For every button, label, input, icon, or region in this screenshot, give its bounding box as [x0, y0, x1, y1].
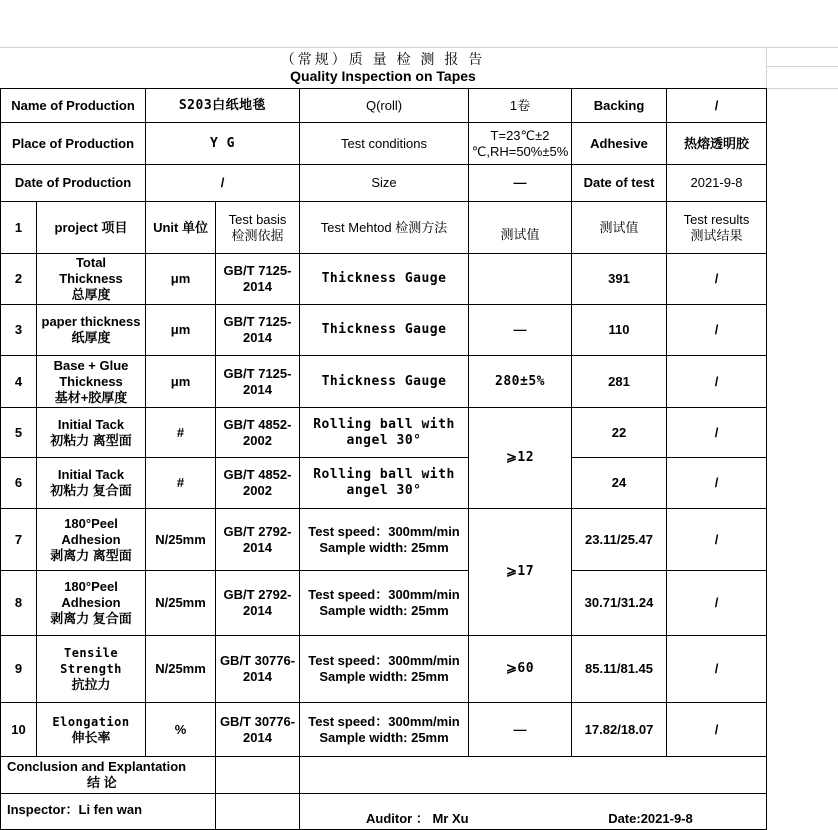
header-method: Test Mehtod 检测方法 — [300, 202, 469, 254]
row-number: 4 — [1, 356, 37, 408]
row-result[interactable]: / — [667, 408, 767, 458]
row-basis — [216, 356, 300, 408]
adhesive-value[interactable]: 热熔透明胶 — [667, 123, 767, 165]
row-basis — [216, 703, 300, 757]
report-date-text: Date:2021-9-8 — [608, 811, 693, 826]
basis-line: 2014 — [243, 539, 272, 555]
project-line: Elongation — [52, 714, 130, 729]
header-unit: Unit 单位 — [146, 202, 216, 254]
basis-line: GB/T 2792- — [223, 523, 292, 539]
method-line: Sample width: 25mm — [319, 539, 449, 555]
row-result[interactable]: / — [667, 254, 767, 305]
row-result[interactable]: / — [667, 509, 767, 571]
method-line: Thickness Gauge — [321, 322, 447, 337]
project-line: 180°Peel — [64, 579, 118, 594]
row-standard-elongation[interactable]: — — [469, 703, 572, 757]
name-label: Name of Production — [1, 89, 146, 123]
row-measured[interactable]: 391 — [572, 254, 667, 305]
size-label: Size — [300, 165, 469, 202]
row-result[interactable]: / — [667, 356, 767, 408]
conclusion-value[interactable] — [300, 757, 767, 794]
conditions-value[interactable] — [469, 123, 572, 165]
row-basis — [216, 254, 300, 305]
report-title — [0, 47, 766, 87]
header-basis — [216, 202, 300, 254]
method-line: Thickness Gauge — [321, 271, 447, 286]
row-basis — [216, 571, 300, 636]
row-number: 2 — [1, 254, 37, 305]
backing-label: Backing — [572, 89, 667, 123]
row-project — [37, 356, 146, 408]
table-row — [1, 571, 767, 636]
row-project — [37, 509, 146, 571]
project-line: 180°Peel — [64, 515, 118, 531]
row-unit: μm — [146, 305, 216, 356]
table-row — [1, 636, 767, 703]
row-project — [37, 458, 146, 509]
header-basis-line-1: Test basis — [228, 211, 287, 227]
place-label: Place of Production — [1, 123, 146, 165]
row-unit: N/25mm — [146, 636, 216, 703]
project-line: Initial Tack — [57, 416, 125, 432]
project-line: 伸长率 — [71, 729, 111, 745]
conclusion-row — [1, 757, 767, 794]
name-value[interactable]: S203白纸地毯 — [146, 89, 300, 123]
row-method — [300, 571, 469, 636]
row-method — [300, 356, 469, 408]
row-method — [300, 509, 469, 571]
row-number: 3 — [1, 305, 37, 356]
project-line: Total — [75, 255, 107, 270]
row-project — [37, 636, 146, 703]
basis-line: GB/T 2792- — [223, 587, 292, 602]
row-measured[interactable]: 85.11/81.45 — [572, 636, 667, 703]
row-unit: # — [146, 458, 216, 509]
row-unit: μm — [146, 356, 216, 408]
row-result[interactable]: / — [667, 703, 767, 757]
row-project — [37, 305, 146, 356]
project-line: Thickness — [59, 373, 123, 389]
date-label: Date of Production — [1, 165, 146, 202]
size-value[interactable]: — — [469, 165, 572, 202]
method-line: Rolling ball with — [313, 416, 455, 432]
method-line: Sample width: 25mm — [319, 729, 449, 745]
row-method — [300, 305, 469, 356]
row-project — [37, 408, 146, 458]
basis-line: 2014 — [243, 729, 272, 745]
info-row-date — [1, 165, 767, 202]
row-result[interactable]: / — [667, 458, 767, 509]
row-number: 6 — [1, 458, 37, 509]
row-basis — [216, 509, 300, 571]
row-project — [37, 254, 146, 305]
row-method — [300, 458, 469, 509]
adhesive-label: Adhesive — [572, 123, 667, 165]
table-row — [1, 458, 767, 509]
basis-line: GB/T 7125- — [223, 314, 292, 329]
row-measured[interactable]: 110 — [572, 305, 667, 356]
row-number: 9 — [1, 636, 37, 703]
signature-spacer — [216, 794, 300, 830]
title-chinese: （常规）质 量 检 测 报 告 — [280, 51, 486, 67]
row-number: 5 — [1, 408, 37, 458]
project-line: 剥离力 离型面 — [50, 547, 132, 563]
header-basis-line-2: 检测依据 — [231, 227, 284, 243]
backing-value[interactable]: / — [667, 89, 767, 123]
method-line: Test speed：300mm/min — [308, 523, 460, 539]
basis-line: GB/T 4852- — [223, 416, 292, 432]
header-result — [667, 202, 767, 254]
row-standard[interactable]: 280±5% — [469, 356, 572, 408]
method-line: Sample width: 25mm — [319, 669, 449, 684]
row-measured[interactable]: 22 — [572, 408, 667, 458]
inspection-table — [0, 88, 767, 830]
column-header-row — [1, 202, 767, 254]
conclusion-label — [1, 757, 216, 794]
project-line: Adhesion — [61, 595, 121, 610]
project-line: 纸厚度 — [71, 330, 111, 345]
table-row — [1, 254, 767, 305]
basis-line: GB/T 7125- — [223, 365, 292, 381]
project-line: Strength — [60, 662, 122, 676]
date-value[interactable]: / — [146, 165, 300, 202]
row-unit: μm — [146, 254, 216, 305]
row-result[interactable]: / — [667, 571, 767, 636]
basis-line: 2002 — [243, 432, 272, 448]
project-line: Initial Tack — [57, 467, 125, 482]
header-standard-text: 测试值 — [500, 227, 540, 242]
project-line: 初粘力 复合面 — [50, 483, 132, 498]
method-line: angel 30° — [346, 432, 422, 448]
row-number: 8 — [1, 571, 37, 636]
row-measured[interactable]: 24 — [572, 458, 667, 509]
conditions-line-2: ℃,RH=50%±5% — [471, 143, 569, 159]
table-row — [1, 356, 767, 408]
method-line: Sample width: 25mm — [319, 603, 449, 618]
basis-line: GB/T 7125- — [223, 263, 292, 278]
method-line: Test speed：300mm/min — [308, 653, 460, 668]
inspector-cell — [1, 794, 216, 830]
project-line: 初粘力 离型面 — [50, 432, 132, 448]
basis-line: GB/T 4852- — [223, 467, 292, 482]
test-date-label: Date of test — [572, 165, 667, 202]
project-line: paper thickness — [41, 314, 141, 329]
table-row — [1, 408, 767, 458]
row-basis — [216, 636, 300, 703]
auditor-date-cell — [300, 794, 767, 830]
test-date-value[interactable]: 2021-9-8 — [667, 165, 767, 202]
basis-line: 2014 — [243, 669, 272, 684]
signature-row — [1, 794, 767, 830]
table-row — [1, 305, 767, 356]
project-line: 总厚度 — [71, 287, 111, 302]
auditor-text: Auditor ： Mr Xu — [366, 811, 469, 826]
conclusion-spacer — [216, 757, 300, 794]
row-unit: N/25mm — [146, 571, 216, 636]
basis-line: 2014 — [243, 330, 272, 345]
conclusion-label-cn: 结 论 — [87, 775, 117, 790]
row-standard-tensile[interactable]: ⩾60 — [469, 636, 572, 703]
conclusion-label-en: Conclusion and Explantation — [7, 759, 187, 774]
project-line: 抗拉力 — [71, 677, 111, 692]
method-line: Test speed：300mm/min — [308, 587, 460, 602]
table-row — [1, 703, 767, 757]
project-line: Adhesion — [61, 531, 121, 547]
project-line: Base + Glue — [53, 357, 129, 373]
row-measured[interactable]: 281 — [572, 356, 667, 408]
row-unit: N/25mm — [146, 509, 216, 571]
title-english: Quality Inspection on Tapes — [290, 68, 476, 84]
header-result-line-2: 测试结果 — [690, 227, 743, 243]
row-method — [300, 636, 469, 703]
row-method — [300, 408, 469, 458]
row-unit: # — [146, 408, 216, 458]
basis-line: 2014 — [243, 381, 272, 397]
row-result[interactable]: / — [667, 636, 767, 703]
conditions-label: Test conditions — [300, 123, 469, 165]
method-line: angel 30° — [346, 483, 422, 498]
header-no: 1 — [1, 202, 37, 254]
project-line: Thickness — [59, 271, 123, 286]
conditions-line-1: T=23℃±2 — [490, 127, 550, 143]
row-measured[interactable]: 17.82/18.07 — [572, 703, 667, 757]
project-line: Tensile — [63, 646, 119, 660]
project-line: 基材+胶厚度 — [54, 389, 128, 405]
header-result-line-1: Test results — [683, 211, 750, 227]
table-row — [1, 509, 767, 571]
place-value[interactable]: Y G — [146, 123, 300, 165]
row-basis — [216, 458, 300, 509]
row-project — [37, 571, 146, 636]
row-standard[interactable]: — — [469, 305, 572, 356]
q-value[interactable]: 1卷 — [469, 89, 572, 123]
info-row-name — [1, 89, 767, 123]
row-number: 10 — [1, 703, 37, 757]
row-measured[interactable]: 30.71/31.24 — [572, 571, 667, 636]
row-basis — [216, 305, 300, 356]
q-label: Q(roll) — [300, 89, 469, 123]
row-measured[interactable]: 23.11/25.47 — [572, 509, 667, 571]
row-project — [37, 703, 146, 757]
row-method — [300, 703, 469, 757]
row-standard-tack[interactable]: ⩾12 — [469, 408, 572, 509]
basis-line: 2014 — [243, 603, 272, 618]
basis-line: 2002 — [243, 483, 272, 498]
method-line: Thickness Gauge — [321, 373, 447, 389]
header-project: project 项目 — [37, 202, 146, 254]
info-row-place — [1, 123, 767, 165]
basis-line: GB/T 30776- — [219, 713, 296, 729]
row-method — [300, 254, 469, 305]
row-result[interactable]: / — [667, 305, 767, 356]
header-measured: 测试值 — [572, 202, 667, 254]
header-standard — [469, 202, 572, 254]
row-standard[interactable] — [469, 254, 572, 305]
inspector-text: Inspector：Li fen wan — [7, 802, 143, 817]
row-number: 7 — [1, 509, 37, 571]
project-line: 剥离力 复合面 — [50, 611, 132, 626]
row-unit: % — [146, 703, 216, 757]
basis-line: 2014 — [243, 279, 272, 294]
row-standard-peel[interactable]: ⩾17 — [469, 509, 572, 636]
method-line: Rolling ball with — [313, 467, 455, 482]
row-basis — [216, 408, 300, 458]
method-line: Test speed：300mm/min — [308, 713, 460, 729]
basis-line: GB/T 30776- — [219, 653, 296, 668]
